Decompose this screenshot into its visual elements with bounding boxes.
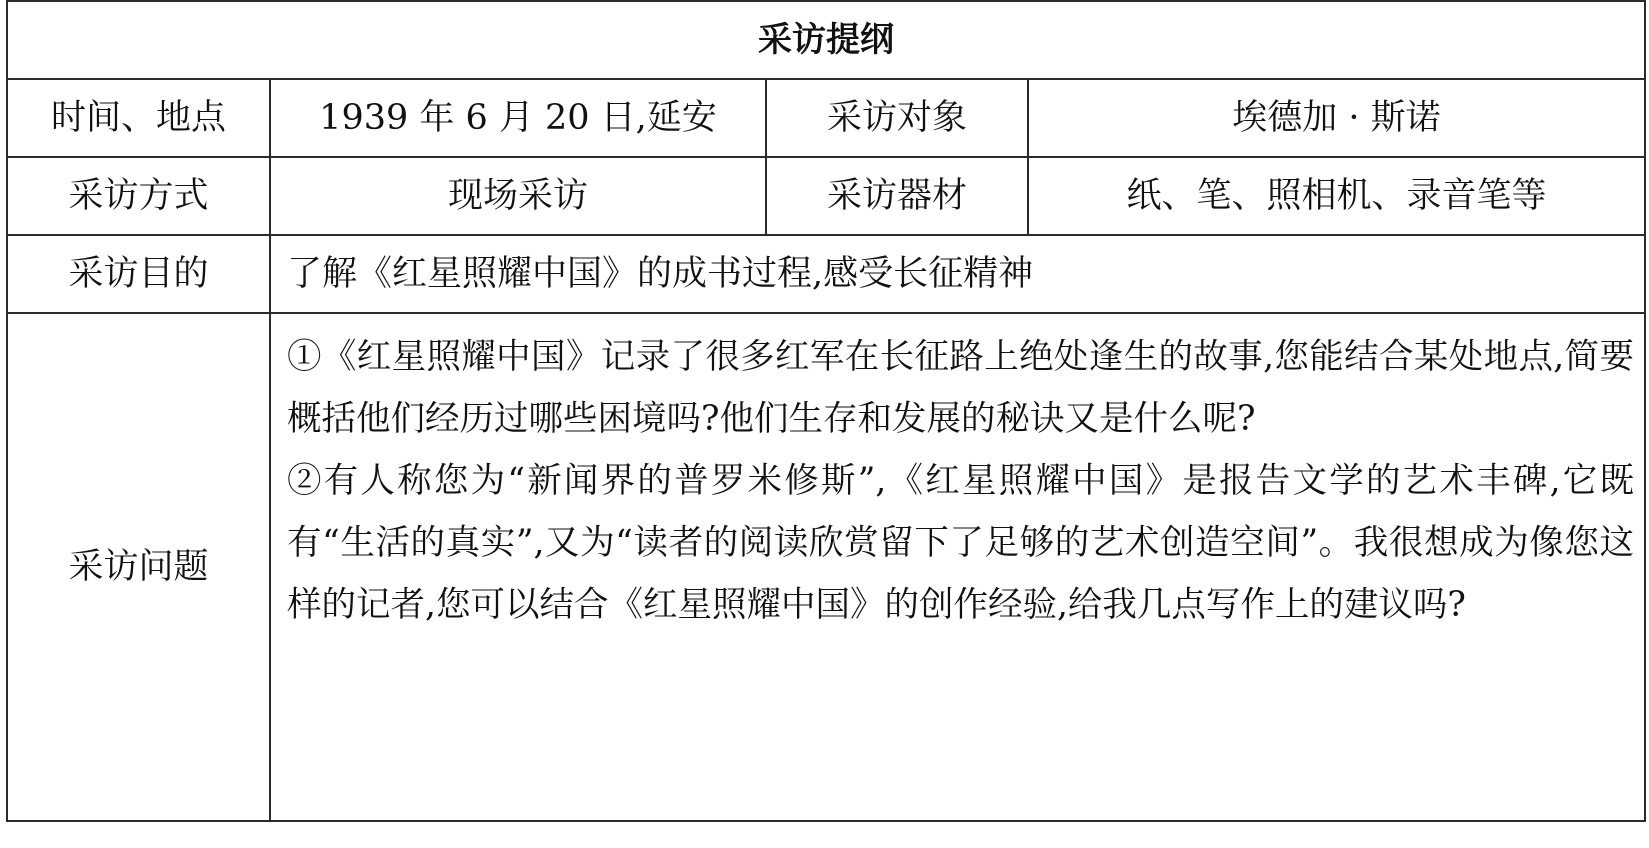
purpose-value: 了解《红星照耀中国》的成书过程,感受长征精神 — [270, 235, 1645, 313]
table-title: 采访提纲 — [7, 1, 1645, 79]
equipment-value: 纸、笔、照相机、录音笔等 — [1028, 157, 1645, 235]
question-2: ②有人称您为“新闻界的普罗米修斯”,《红星照耀中国》是报告文学的艺术丰碑,它既有“生活的真实”,又为“读者的阅读欣赏留下了足够的艺术创造空间”。我很想成为像您这样的记者,您可以结合《红星照耀中国》的创作经验,给我几点写作上的建议吗? — [287, 461, 1634, 625]
method-label: 采访方式 — [7, 157, 270, 235]
question-1: ①《红星照耀中国》记录了很多红军在长征路上绝处逢生的故事,您能结合某处地点,简要概括他们经历过哪些困境吗?他们生存和发展的秘诀又是什么呢? — [287, 337, 1634, 439]
questions-label: 采访问题 — [7, 313, 270, 821]
interview-outline-table — [6, 0, 1646, 822]
table-title-row — [7, 1, 1645, 79]
table-row — [7, 235, 1645, 313]
subject-value: 埃德加 · 斯诺 — [1028, 79, 1645, 157]
method-value: 现场采访 — [270, 157, 766, 235]
table-row — [7, 79, 1645, 157]
subject-label: 采访对象 — [766, 79, 1028, 157]
equipment-label: 采访器材 — [766, 157, 1028, 235]
questions-cell — [270, 313, 1645, 821]
time-place-label: 时间、地点 — [7, 79, 270, 157]
table-row — [7, 157, 1645, 235]
table-row — [7, 313, 1645, 821]
time-place-value: 1939 年 6 月 20 日,延安 — [270, 79, 766, 157]
purpose-label: 采访目的 — [7, 235, 270, 313]
